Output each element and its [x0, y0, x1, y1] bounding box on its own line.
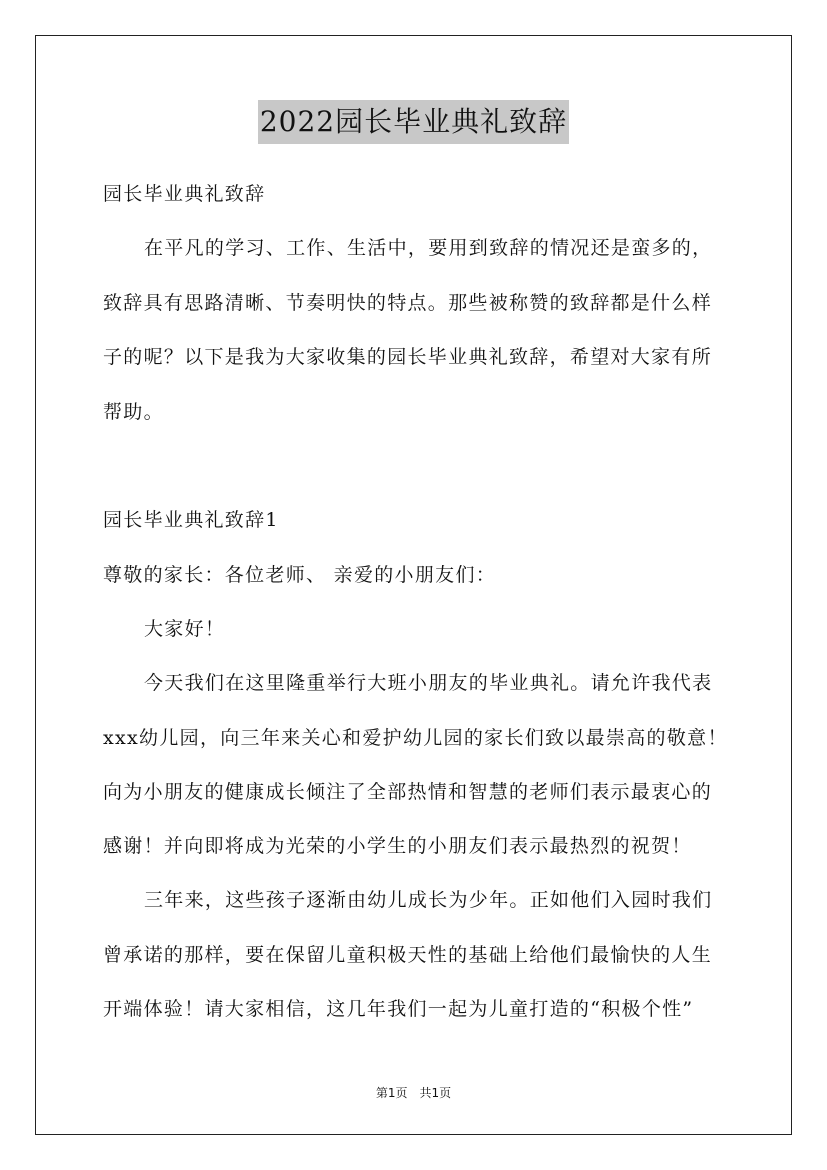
title-container	[0, 100, 827, 144]
page-footer	[0, 1085, 827, 1101]
salutation: 尊敬的家长：各位老师、 亲爱的小朋友们：	[103, 564, 497, 586]
section-heading: 园长毕业典礼致辞	[103, 183, 266, 205]
paragraph-line: 致辞具有思路清晰、节奏明快的特点。那些被称赞的致辞都是什么样	[103, 292, 713, 314]
paragraph-line: xxx幼儿园，向三年来关心和爱护幼儿园的家长们致以最崇高的敬意！	[103, 727, 728, 749]
page-number: 第1页	[375, 1086, 408, 1100]
paragraph-line: 子的呢？以下是我为大家收集的园长毕业典礼致辞，希望对大家有所	[103, 346, 713, 368]
paragraph-line: 帮助。	[103, 401, 164, 423]
paragraph-line: 今天我们在这里隆重举行大班小朋友的毕业典礼。请允许我代表	[144, 672, 713, 694]
paragraph-line: 向为小朋友的健康成长倾注了全部热情和智慧的老师们表示最衷心的	[103, 781, 713, 803]
document-title: 2022园长毕业典礼致辞	[258, 100, 569, 144]
section-heading: 园长毕业典礼致辞1	[103, 509, 279, 531]
greeting: 大家好！	[144, 618, 226, 640]
paragraph-line: 开端体验！请大家相信，这几年我们一起为儿童打造的“积极个性”	[103, 998, 694, 1020]
paragraph-line: 三年来，这些孩子逐渐由幼儿成长为少年。正如他们入园时我们	[144, 889, 713, 911]
paragraph-line: 曾承诺的那样，要在保留儿童积极天性的基础上给他们最愉快的人生	[103, 944, 713, 966]
paragraph-line: 感谢！并向即将成为光荣的小学生的小朋友们表示最热烈的祝贺！	[103, 835, 692, 857]
paragraph-line: 在平凡的学习、工作、生活中，要用到致辞的情况还是蛮多的，	[144, 237, 713, 259]
page-total: 共1页	[419, 1086, 452, 1100]
